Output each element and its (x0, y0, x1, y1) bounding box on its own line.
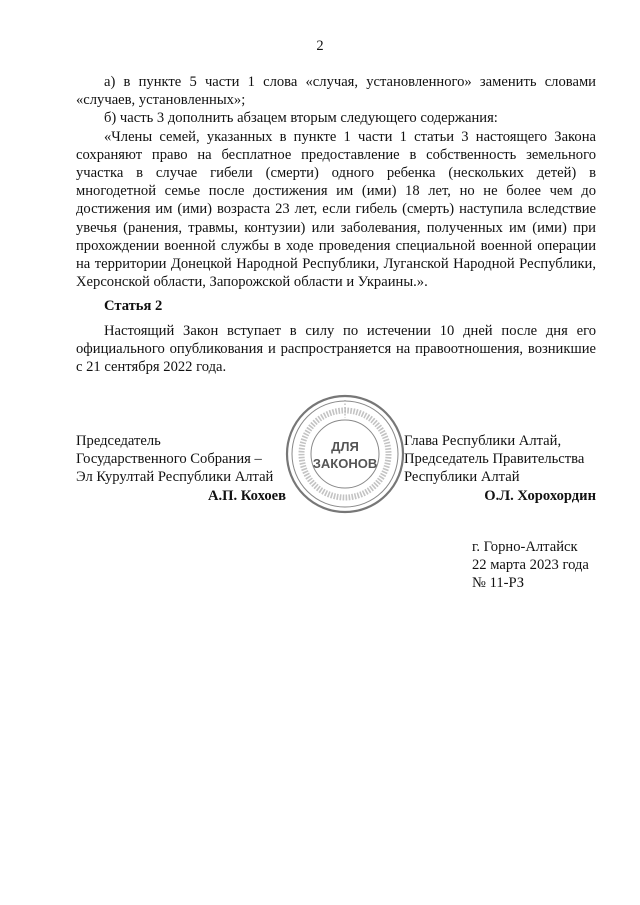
signatory-name: О.Л. Хорохордин (484, 487, 596, 504)
signatory-title-line: Эл Курултай Республики Алтай (76, 469, 274, 486)
date: 22 марта 2023 года (472, 557, 589, 574)
city: г. Горно-Алтайск (472, 539, 578, 555)
article-2-heading: Статья 2 (104, 298, 163, 315)
paragraph-b: б) часть 3 дополнить абзацем вторым следующего содержания: (104, 110, 498, 127)
stamp-text-line: ЗАКОНОВ (312, 456, 378, 471)
paragraph-quote: «Члены семей, указанных в пункте 1 части 1 статьи 3 настоящего Закона сохраняют право на бесплатное предоставление в собственность земельного участка в случае гибели (смерти) одного ребенка (нескольких детей) в многодетной семье после достижения им (ими) 18 лет, но не более чем до достижения им (ими) возраста 23 лет, если гибель (смерть) наступила вследствие увечья (ранения, травмы, контузии) или заболевания, полученных им (ими) при прохождении военной службы в ходе проведения специальной военной операции на территории Донецкой Народной Республики, Луганской Народной Республики, Херсонской области, Запорожской области и Украины.». (76, 128, 596, 291)
signatory-title-line: Государственного Собрания – (76, 451, 262, 468)
page-number: 2 (316, 38, 324, 54)
law-number: № 11-РЗ (472, 575, 525, 592)
article-2-text: Настоящий Закон вступает в силу по истечении 10 дней после дня его официального опубликования и распространяется на правоотношения, возникшие с 21 сентября 2022 года. (76, 322, 596, 376)
signatory-title-line: Глава Республики Алтай, (404, 433, 562, 449)
signatory-title-line: Председатель Правительства (404, 451, 585, 468)
signature-block-left (76, 432, 286, 505)
stamp-text-line: ДЛЯ (331, 439, 359, 454)
official-stamp (283, 392, 407, 516)
signatory-title-line: Председатель (76, 433, 161, 449)
document-body (76, 73, 596, 376)
signatory-name: А.П. Кохоев (207, 487, 286, 504)
signatory-title-line: Республики Алтай (404, 469, 520, 486)
paragraph-a: а) в пункте 5 части 1 слова «случая, установленного» заменить словами «случаев, установленных»; (76, 74, 596, 109)
signature-block-right (404, 432, 596, 505)
place-date-block (472, 538, 589, 593)
